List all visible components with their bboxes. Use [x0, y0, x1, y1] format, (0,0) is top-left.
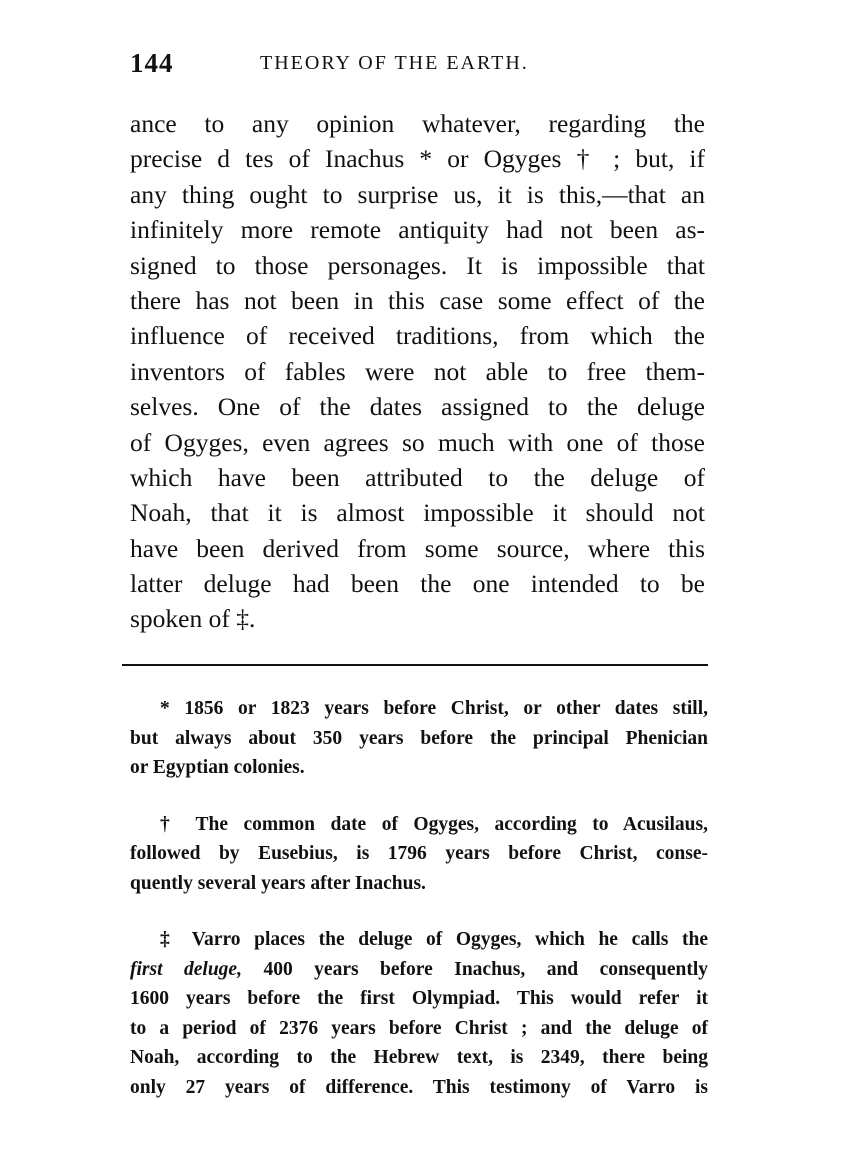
body-line: infinitely more remote antiquity had not been as-: [130, 215, 705, 245]
footnote-line: † The common date of Ogyges, according to Acusilaus,: [160, 813, 708, 835]
footnote-line: 1600 years before the first Olympiad. This would refer it: [130, 988, 708, 1009]
body-line: have been derived from some source, where this: [130, 533, 705, 563]
body-line: influence of received traditions, from which the: [130, 321, 705, 351]
footnote-line: but always about 350 years before the principal Phenician: [130, 727, 708, 749]
page-number: 144: [130, 48, 174, 78]
body-line: latter deluge had been the one intended to be: [130, 569, 705, 599]
footnote-line: Noah, according to the Hebrew text, is 2349, there being: [130, 1047, 708, 1068]
footnote-line: to a period of 2376 years before Christ ; and the deluge of: [130, 1017, 708, 1039]
running-head: THEORY OF THE EARTH.: [260, 52, 529, 74]
footnote-2: [130, 810, 708, 899]
body-line: inventors of fables were not able to free them-: [130, 356, 705, 386]
body-line: any thing ought to surprise us, it is this,—that an: [130, 179, 705, 209]
footnote-line-rest: 400 years before Inachus, and consequently: [241, 958, 708, 980]
footnote-italic-term: first deluge,: [130, 958, 242, 980]
footnotes: [130, 694, 708, 1129]
footnote-line: or Egyptian colonies.: [130, 757, 305, 778]
footnote-3: [130, 925, 708, 1102]
body-line: selves. One of the dates assigned to the deluge: [130, 392, 705, 422]
body-line: signed to those personages. It is impossible that: [130, 250, 705, 280]
footnote-line: quently several years after Inachus.: [130, 872, 426, 894]
footnote-line: * 1856 or 1823 years before Christ, or other dates still,: [160, 698, 708, 719]
footnote-line: followed by Eusebius, is 1796 years before Christ, conse-: [130, 843, 708, 864]
footnote-1: [130, 694, 708, 783]
body-line: spoken of ‡.: [130, 604, 256, 634]
footnote-line: only 27 years of difference. This testimony of Varro is: [130, 1076, 708, 1098]
body-line: of Ogyges, even agrees so much with one of those: [130, 427, 705, 457]
body-line: which have been attributed to the deluge of: [130, 462, 705, 492]
footnote-line: ‡ Varro places the deluge of Ogyges, which he calls the: [160, 929, 708, 950]
body-line: Noah, that it is almost impossible it should not: [130, 498, 705, 528]
footnote-line: [130, 955, 708, 985]
page-header: [130, 48, 705, 84]
body-paragraph: [130, 106, 705, 637]
body-line: precise d tes of Inachus * or Ogyges † ; but, if: [130, 144, 705, 174]
footnote-divider: [122, 664, 708, 666]
body-line: there has not been in this case some effect of the: [130, 285, 705, 315]
body-line: ance to any opinion whatever, regarding the: [130, 109, 705, 138]
